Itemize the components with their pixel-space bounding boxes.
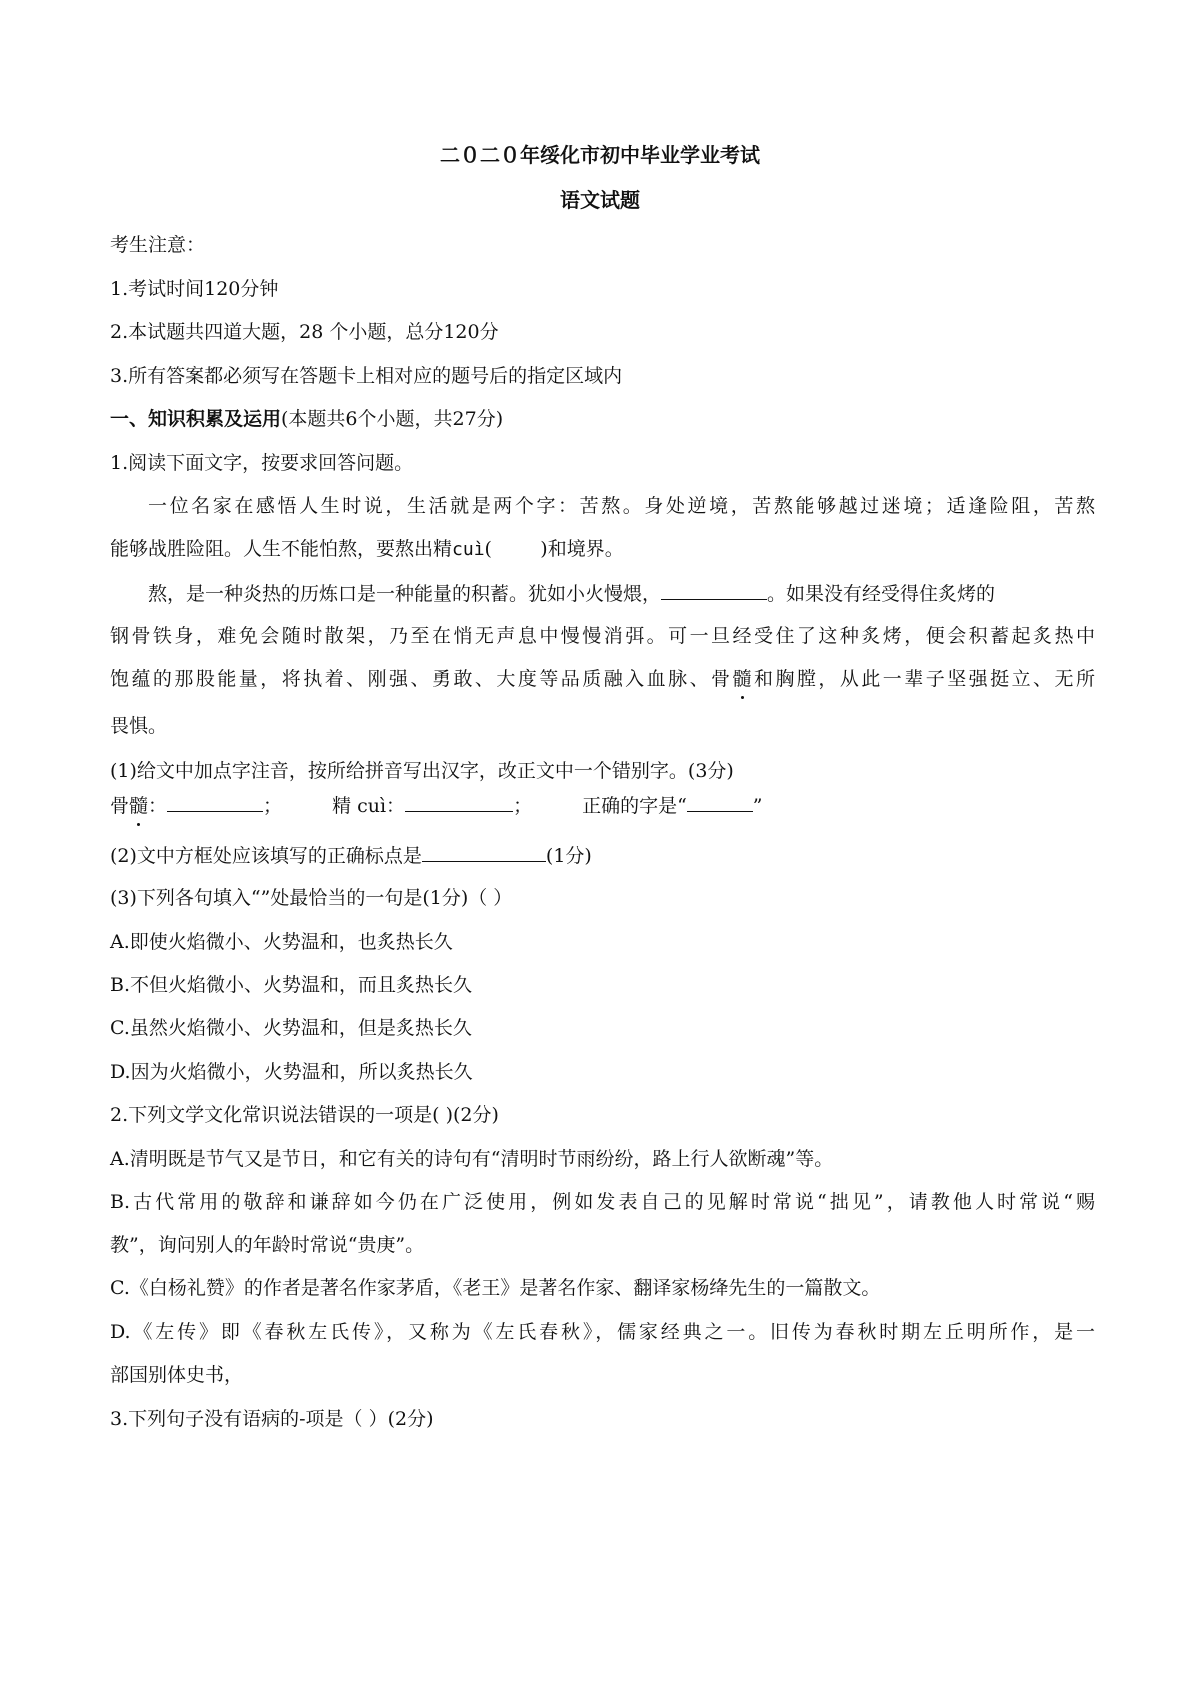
answer-blank[interactable]	[167, 791, 263, 812]
option-b: B.不但火焰微小、火势温和，而且炙热长久	[110, 974, 473, 996]
q1-sub1-stem: (1)给文中加点字注音，按所给拼音写出汉字，改正文中一个错别字。(3分)	[110, 760, 734, 782]
sub2-text: (2)文中方框处应该填写的正确标点是	[110, 845, 422, 867]
sub1-label: 正确的字是“	[582, 795, 687, 817]
passage-text: 能够战胜险阻。人生不能怕熬，要熬出精	[110, 538, 453, 560]
notice-item: 3.所有答案都必须写在答题卡上相对应的题号后的指定区域内	[110, 365, 623, 387]
passage-text: 饱蕴的那股能量，将执着、刚强、勇敢、大度等品质融入血脉、骨	[110, 668, 733, 690]
q1-passage-line: 钢骨铁身，难免会随时散架，乃至在悄无声息中慢慢消弭。可一旦经受住了这种炙烤，便会积蓄起炙热中	[110, 625, 1095, 647]
option-a: A.即使火焰微小、火势温和，也炙热长久	[110, 931, 453, 953]
dotted-char: 髓	[733, 665, 752, 693]
q2-option-d-cont: 部国别体史书，	[110, 1364, 244, 1386]
answer-paren: ( )	[484, 538, 548, 560]
q2-option-c: C.《白杨礼赞》的作者是著名作家茅盾，《老王》是著名作家、翻译家杨绛先生的一篇散文。	[110, 1277, 881, 1299]
section1-heading	[110, 405, 1095, 433]
passage-text: 和境界。	[547, 538, 624, 560]
passage-text: 。如果没有经受得住炙烤的	[767, 583, 996, 605]
q1-sub3-stem: (3)下列各句填入“”处最恰当的一句是(1分)（ ）	[110, 887, 513, 909]
sub1-sep: ；	[263, 795, 283, 817]
notice-item: 1.考试时间120分钟	[110, 278, 279, 300]
q1-passage-line	[110, 535, 1095, 564]
q1-stem: 1.阅读下面文字，按要求回答问题。	[110, 452, 414, 474]
sub1-sep: ；	[513, 795, 533, 817]
exam-subtitle: 语文试题	[560, 188, 640, 212]
sub1-label: ：	[148, 795, 168, 817]
q1-passage-line	[110, 665, 1095, 693]
q1-sub1-answers	[110, 791, 1095, 820]
q3-stem: 3.下列句子没有语病的-项是（ ）(2分)	[110, 1408, 434, 1430]
sub2-score: (1分)	[545, 845, 592, 867]
answer-blank[interactable]	[687, 791, 753, 812]
fill-blank[interactable]	[661, 579, 767, 600]
q1-passage-line: 畏惧。	[110, 715, 168, 737]
q2-option-a: A.清明既是节气又是节日，和它有关的诗句有“清明时节雨纷纷，路上行人欲断魂”等。	[110, 1148, 834, 1170]
option-c: C.虽然火焰微小、火势温和，但是炙热长久	[110, 1017, 472, 1039]
pinyin-text: cuì	[452, 539, 485, 560]
q2-option-d: D.《左传》即《春秋左氏传》，又称为《左氏春秋》，儒家经典之一。旧传为春秋时期左丘明所作，是一	[110, 1321, 1095, 1343]
q2-option-b: B.古代常用的敬辞和谦辞如今仍在广泛使用，例如发表自己的见解时常说“拙见”，请教他人时常说“赐	[110, 1191, 1095, 1213]
q1-sub2	[110, 841, 1095, 870]
answer-blank[interactable]	[405, 791, 513, 812]
box-placeholder: 口	[338, 583, 358, 605]
sub1-label: 精 cuì：	[332, 795, 406, 817]
passage-text: 是一种能量的积蓄。犹如小火慢煨，	[357, 583, 662, 605]
answer-blank[interactable]	[422, 841, 546, 862]
q1-passage-line: 一位名家在感悟人生时说，生活就是两个字：苦熬。身处逆境，苦熬能够越过迷境；适逢险阻，苦熬	[148, 495, 1095, 517]
notice-heading: 考生注意：	[110, 234, 206, 256]
dotted-char: 髓	[129, 792, 148, 820]
section1-note: (本题共6个小题，共27分)	[281, 408, 504, 430]
notice-item: 2.本试题共四道大题，28 个小题，总分120分	[110, 321, 499, 343]
passage-text: 熬，是一种炎热的历炼	[148, 583, 339, 605]
sub1-end: ”	[752, 795, 763, 817]
option-d: D.因为火焰微小，火势温和，所以炙热长久	[110, 1061, 473, 1083]
section1-title: 一、知识积累及运用	[110, 408, 282, 430]
q1-passage-line	[110, 579, 1095, 608]
passage-text: 和胸膛，从此一辈子坚强挺立、无所	[751, 668, 1095, 690]
q2-option-b-cont: 教”，询问别人的年龄时常说“贵庚”。	[110, 1234, 425, 1256]
q2-stem: 2.下列文学文化常识说法错误的一项是( )(2分)	[110, 1104, 499, 1126]
exam-title: 二０二０年绥化市初中毕业学业考试	[440, 143, 760, 167]
sub1-label: 骨	[110, 795, 130, 817]
